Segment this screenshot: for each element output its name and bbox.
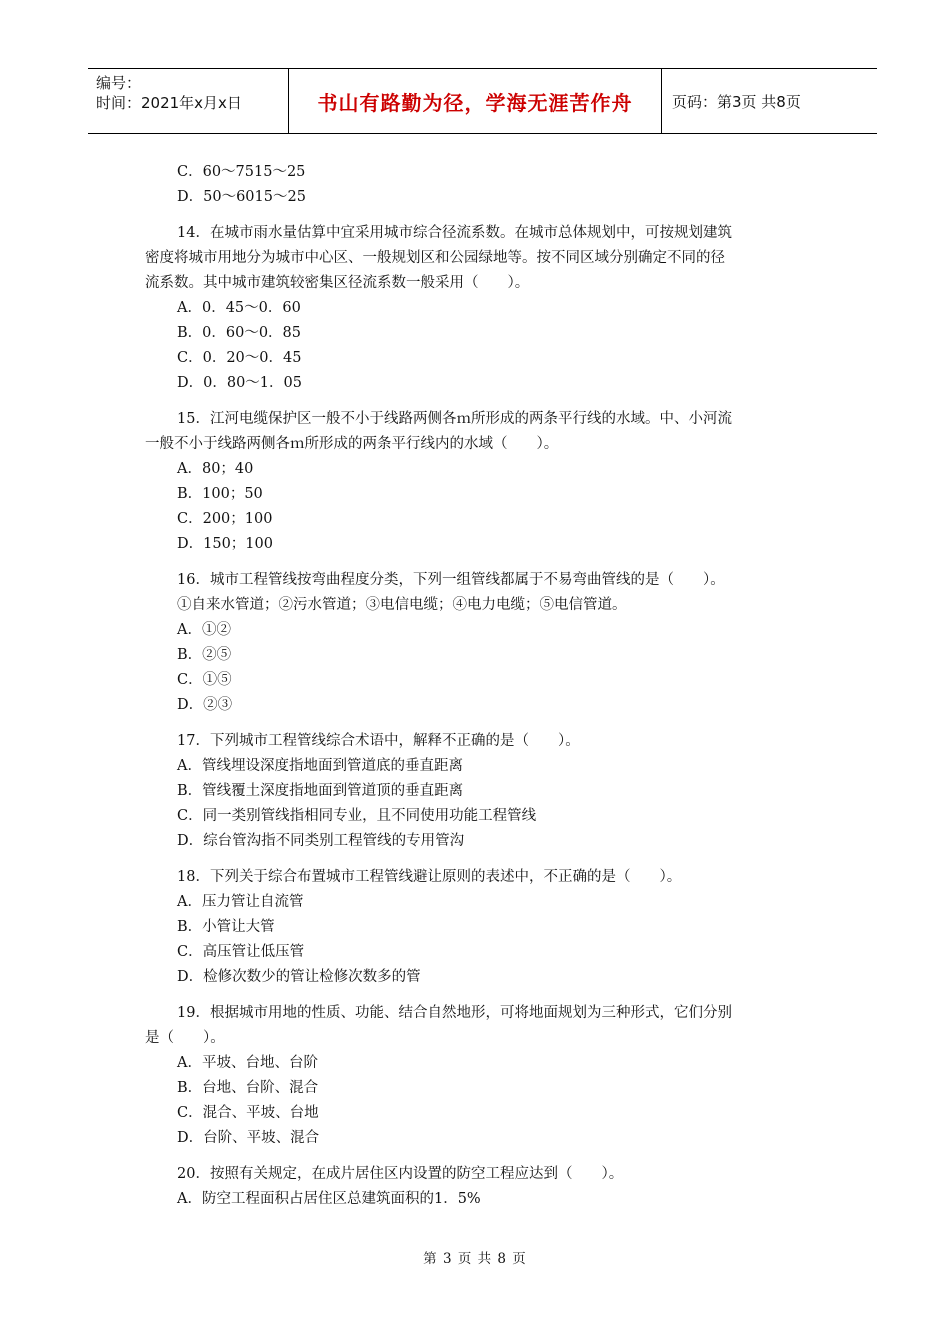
question-text: 一般不小于线路两侧各ｍ所形成的两条平行线内的水域（ ）。: [145, 436, 559, 452]
header-page-code: 页码：第3页 共8页: [672, 92, 801, 111]
prev-option: C．60～7515～25: [177, 164, 306, 180]
page-header: [88, 68, 877, 134]
number-label: 编号：: [96, 74, 142, 92]
question-text: 是（ ）。: [145, 1030, 225, 1046]
page-footer: 第 3 页 共 8 页: [423, 1251, 527, 1267]
option: B．100；50: [177, 486, 263, 502]
option: A．管线埋设深度指地面到管道底的垂直距离: [177, 758, 463, 774]
prev-option: D．50～6015～25: [177, 189, 306, 205]
question-text: ①自来水管道；②污水管道；③电信电缆；④电力电缆；⑤电信管道。: [177, 597, 627, 613]
option: C．①⑤: [177, 672, 232, 688]
question-17: [145, 729, 825, 854]
option: D．②③: [177, 697, 233, 713]
option: A．①②: [177, 622, 231, 638]
option: A．压力管让自流管: [177, 894, 304, 910]
question-19: [145, 1001, 825, 1151]
option: A．80；40: [177, 461, 254, 477]
option: C．高压管让低压管: [177, 944, 305, 960]
option: A．0．45～0．60: [177, 300, 301, 316]
option: B．台地、台阶、混合: [177, 1080, 319, 1096]
question-text: 14．在城市雨水量估算中宜采用城市综合径流系数。在城市总体规划中，可按规划建筑: [177, 225, 732, 241]
question-20: [145, 1162, 825, 1212]
question-text: 密度将城市用地分为城市中心区、一般规划区和公园绿地等。按不同区域分别确定不同的径: [145, 250, 725, 266]
option: C．混合、平坡、台地: [177, 1105, 319, 1121]
question-text: 17．下列城市工程管线综合术语中，解释不正确的是（ ）。: [177, 733, 580, 749]
question-content: [145, 160, 825, 1212]
option: B．小管让大管: [177, 919, 275, 935]
option: B．②⑤: [177, 647, 232, 663]
option: A．防空工程面积占居住区总建筑面积的1．5%: [177, 1191, 481, 1207]
option: C．同一类别管线指相同专业，且不同使用功能工程管线: [177, 808, 537, 824]
question-text: 18．下列关于综合布置城市工程管线避让原则的表述中，不正确的是（ ）。: [177, 869, 682, 885]
question-15: [145, 407, 825, 557]
question-14: [145, 221, 825, 396]
option: C．200；100: [177, 511, 273, 527]
question-text: 20．按照有关规定，在成片居住区内设置的防空工程应达到（ ）。: [177, 1166, 624, 1182]
question-text: 16．城市工程管线按弯曲程度分类，下列一组管线都属于不易弯曲管线的是（ ）。: [177, 572, 725, 588]
question-text: 流系数。其中城市建筑较密集区径流系数一般采用（ ）。: [145, 275, 530, 291]
option: D．综台管沟指不同类别工程管线的专用管沟: [177, 833, 465, 849]
question-text: 19．根据城市用地的性质、功能、结合自然地形，可将地面规划为三种形式，它们分别: [177, 1005, 732, 1021]
question-text: 15．江河电缆保护区一般不小于线路两侧各ｍ所形成的两条平行线的水域。中、小河流: [177, 411, 732, 427]
question-18: [145, 865, 825, 990]
option: C．0．20～0．45: [177, 350, 302, 366]
option: D．检修次数少的管让检修次数多的管: [177, 969, 421, 985]
question-16: [145, 568, 825, 718]
header-meta: [88, 69, 288, 133]
header-motto: 书山有路勤为径，学海无涯苦作舟: [288, 69, 662, 133]
option: D．台阶、平坡、混合: [177, 1130, 320, 1146]
option: A．平坡、台地、台阶: [177, 1055, 318, 1071]
option: B．0．60～0．85: [177, 325, 302, 341]
option: B．管线覆土深度指地面到管道顶的垂直距离: [177, 783, 464, 799]
option: D．150；100: [177, 536, 273, 552]
time-label: 时间：2021年x月x日: [96, 94, 242, 112]
option: D．0．80～1．05: [177, 375, 302, 391]
